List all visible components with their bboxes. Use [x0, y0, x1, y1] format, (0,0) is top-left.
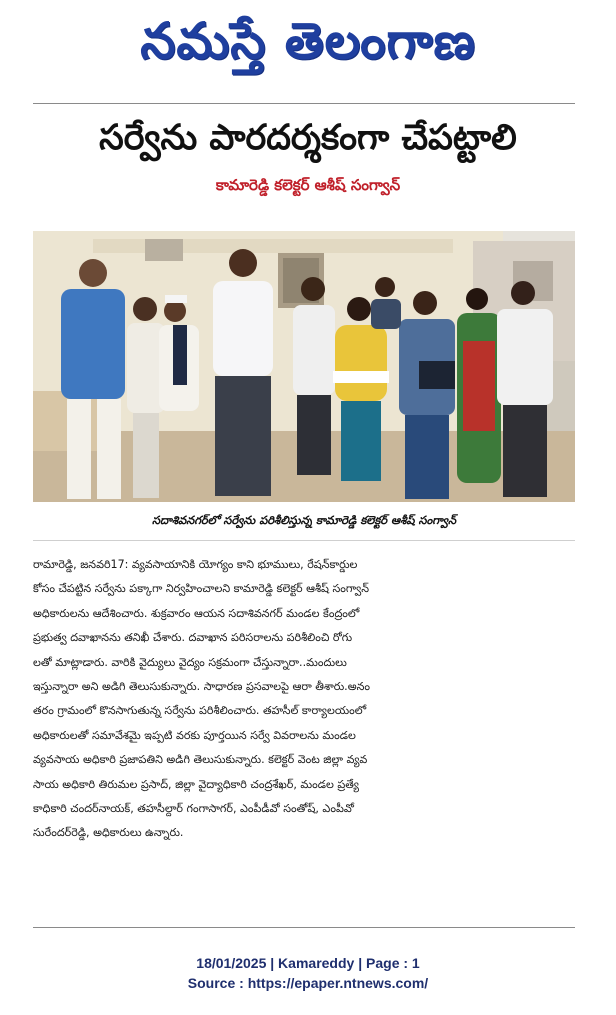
photo-caption-bar [33, 503, 575, 541]
body-line: సాయ అధికారి తిరుమల ప్రసాద్, జిల్లా వైద్యాధికారి చంద్రశేఖర్, మండల ప్రత్యే [33, 777, 359, 791]
body-line: తరం గ్రామంలో కొనసాగుతున్న సర్వేను పరిశీలించారు. తహసీల్ కార్యాలయంలో [33, 704, 367, 718]
masthead-divider [33, 103, 575, 104]
body-line: అధికారులతో సమావేశమై ఇప్పటి వరకు పూర్తయిన సర్వే వివరాలను మండల [33, 728, 356, 742]
footer-divider [33, 927, 575, 928]
body-line: ఇస్తున్నారా అని అడిగి తెలుసుకున్నారు. సాధారణ ప్రసవాలపై ఆరా తీశారు.అనం [33, 680, 370, 694]
footer-date-edition: 18/01/2025 | Kamareddy | Page : 1 [196, 955, 420, 971]
article-photo [33, 231, 575, 502]
newspaper-logo: నమస్తే తెలంగాణ [140, 12, 476, 70]
masthead [0, 0, 616, 82]
footer-source-link[interactable]: Source : https://epaper.ntnews.com/ [187, 975, 429, 991]
body-line: లతో మాట్లాడారు. వారికి వైద్యులు వైద్యం సక్రమంగా చేస్తున్నారా..మందులు [33, 655, 347, 669]
article-body [33, 553, 578, 846]
body-line: సురేందర్‌రెడ్డి, అధికారులు ఉన్నారు. [33, 826, 184, 840]
body-line: రామారెడ్డి, జనవరి17: వ్యవసాయానికి యోగ్యం కాని భూములు, రేషన్‌కార్డుల [33, 558, 358, 571]
body-line: కోసం చేపట్టిన సర్వేను పక్కాగా నిర్వహించాలని కామారెడ్డి కలెక్టర్ ఆశీష్ సంగ్వాన్ [33, 582, 369, 596]
body-line: అధికారులను ఆదేశించారు. శుక్రవారం ఆయన సదాశివనగర్ మండల కేంద్రంలో [33, 606, 360, 620]
footer [0, 953, 616, 993]
photo-illustration [33, 231, 575, 502]
photo-caption: సదాశివనగర్‌లో సర్వేను పరిశీలిస్తున్న కామారెడ్డి కలెక్టర్ ఆశీష్ సంగ్వాన్ [152, 513, 456, 527]
article-headline: సర్వేను పారదర్శకంగా చేపట్టాలి [99, 118, 517, 158]
article-subhead: కామారెడ్డి కలెక్టర్ ఆశీష్ సంగ్వాన్ [215, 176, 401, 194]
body-line: వ్యవసాయ అధికారి ప్రజాపతిని అడిగి తెలుసుకున్నారు. కలెక్టర్ వెంట జిల్లా వ్యవ [33, 753, 368, 767]
body-line: కాధికారి చందర్‌నాయక్, తహసీల్దార్ గంగాసాగర్, ఎంపీడీవో సంతోష్, ఎంపీవో [33, 802, 354, 816]
body-line: ప్రభుత్వ దవాఖానను తనిఖీ చేశారు. దవాఖాన పరిసరాలను పరిశీలించి రోగు [33, 631, 353, 645]
